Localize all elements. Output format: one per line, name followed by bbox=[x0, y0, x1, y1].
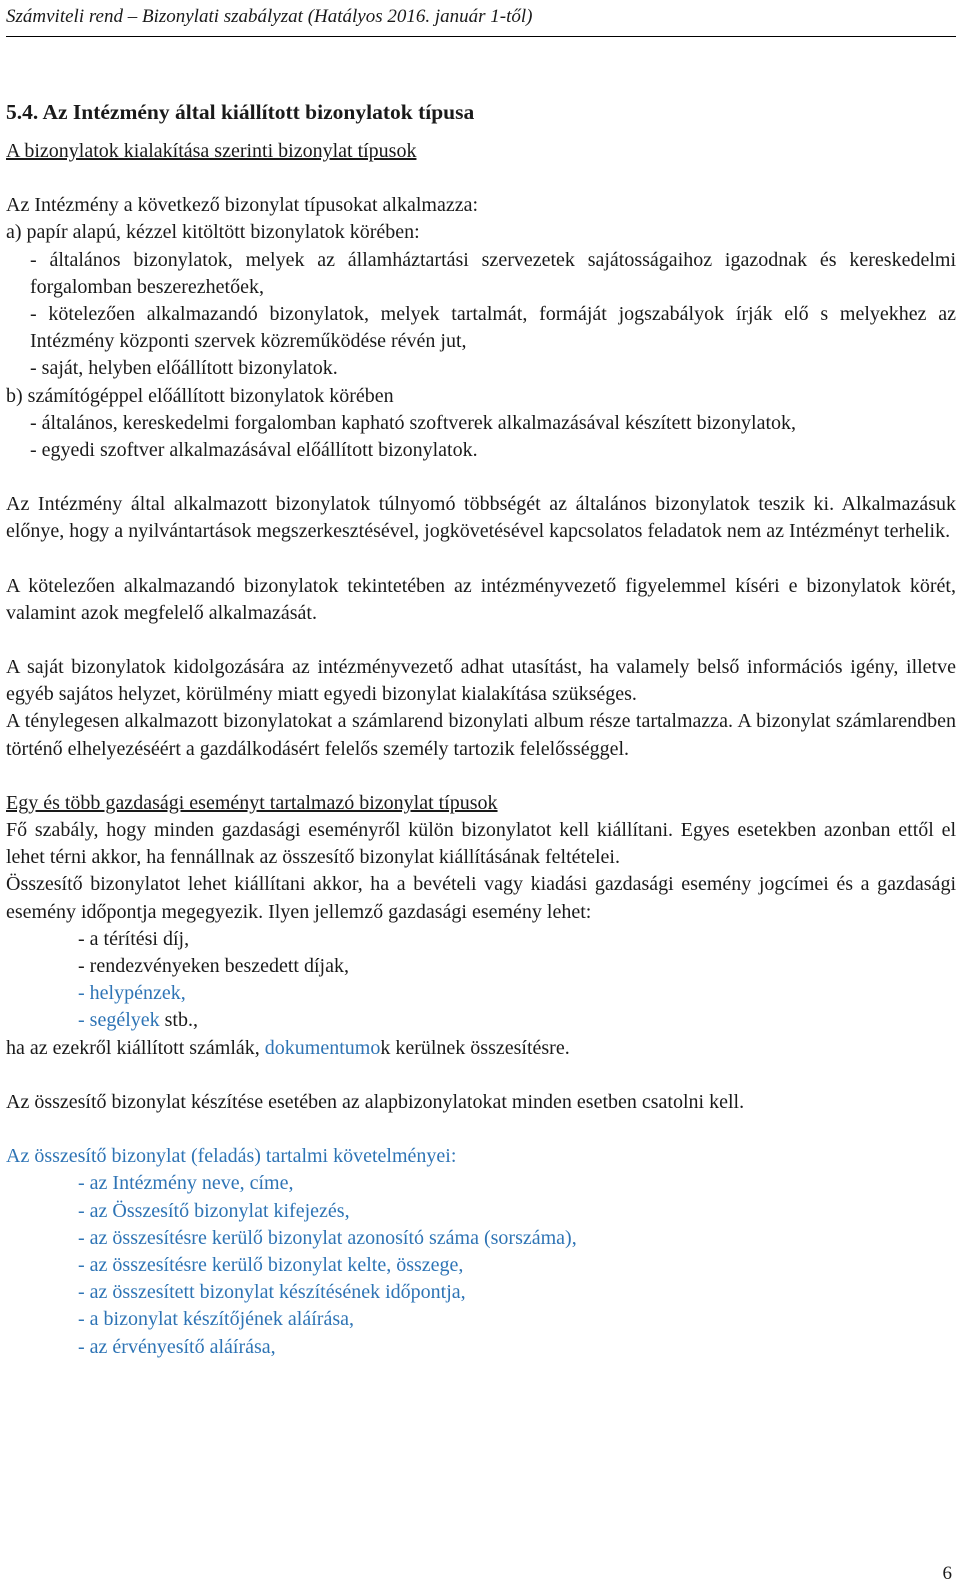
requirement-item: - az Összesítő bizonylat kifejezés, bbox=[78, 1199, 350, 1222]
event-item: - helypénzek, bbox=[78, 982, 186, 1005]
section-title: 5.4. Az Intézmény által kiállított bizonylatok típusa bbox=[6, 100, 475, 124]
paragraph: A saját bizonylatok kidolgozására az intézményvezető adhat utasítást, ha valamely belső információs igény, illetve egyéb sajátos helyzet, körülmény miatt egyedi bizonylat kialakítása szükséges. bbox=[6, 656, 956, 706]
requirement-item: - az összesített bizonylat készítésének időpontja, bbox=[78, 1281, 466, 1304]
requirement-item: - az összesítésre kerülő bizonylat kelte, összege, bbox=[78, 1253, 464, 1276]
list-a-item: - kötelezően alkalmazandó bizonylatok, melyek tartalmát, formáját jogszabályok írják elő s melyekhez az Intézmény központi szervek közreműködése révén jut, bbox=[30, 303, 956, 353]
event-item: - a térítési díj, bbox=[78, 927, 190, 950]
requirement-item: - az Intézmény neve, címe, bbox=[78, 1172, 294, 1195]
paragraph: A ténylegesen alkalmazott bizonylatokat a számlarend bizonylati album része tartalmazza. A bizonylat számlarendben történő elhelyezéséért a gazdálkodásért felelős személy tartozik felelősséggel. bbox=[6, 710, 956, 760]
event-item-stb: stb., bbox=[159, 1009, 198, 1032]
event-item-segelyek: - segélyek bbox=[78, 1009, 160, 1032]
event-item: - rendezvényeken beszedett díjak, bbox=[78, 955, 349, 978]
document-body bbox=[6, 98, 956, 1361]
paragraph: Az összesítő bizonylat készítése esetében az alapbizonylatokat minden esetben csatolni kell. bbox=[6, 1090, 745, 1113]
requirement-item: - az összesítésre kerülő bizonylat azonosító száma (sorszáma), bbox=[78, 1226, 577, 1249]
list-b-item: - egyedi szoftver alkalmazásával előállított bizonylatok. bbox=[30, 439, 478, 462]
list-b-heading: b) számítógéppel előállított bizonylatok körében bbox=[6, 384, 394, 407]
paragraph-part: ha az ezekről kiállított számlák, bbox=[6, 1036, 265, 1059]
subheading-egy-es-tobb: Egy és több gazdasági eseményt tartalmazó bizonylat típusok bbox=[6, 791, 498, 814]
requirements-title: Az összesítő bizonylat (feladás) tartalmi követelményei: bbox=[6, 1145, 457, 1168]
header-title: Számviteli rend – Bizonylati szabályzat (Hatályos 2016. január 1-től) bbox=[6, 6, 533, 27]
paragraph: Az Intézmény által alkalmazott bizonylatok túlnyomó többségét az általános bizonylatok teszik ki. Alkalmazásuk előnye, hogy a nyilvántartások megszerkesztésével, jogkövetésével kapcsolatos feladatok nem az Intézményt terhelik. bbox=[6, 493, 956, 543]
list-a-item: - általános bizonylatok, melyek az államháztartási szervezetek sajátosságaihoz igazodnak és kereskedelmi forgalomban beszerezhetőek, bbox=[30, 248, 956, 298]
list-b-item: - általános, kereskedelmi forgalomban kapható szoftverek alkalmazásával készített bizonylatok, bbox=[30, 411, 797, 434]
list-a-item: - saját, helyben előállított bizonylatok. bbox=[30, 357, 338, 380]
intro-text: Az Intézmény a következő bizonylat típusokat alkalmazza: bbox=[6, 194, 479, 217]
event-item bbox=[6, 1007, 956, 1034]
subheading-bizonylat-tipusok: A bizonylatok kialakítása szerinti bizonylat típusok bbox=[6, 140, 417, 162]
requirement-item: - a bizonylat készítőjének aláírása, bbox=[78, 1308, 354, 1331]
paragraph-part: k kerülnek összesítésre. bbox=[380, 1036, 570, 1059]
page-header bbox=[6, 2, 956, 37]
list-a-heading: a) papír alapú, kézzel kitöltött bizonylatok körében: bbox=[6, 221, 420, 244]
paragraph: Összesítő bizonylatot lehet kiállítani akkor, ha a bevételi vagy kiadási gazdasági esemény jogcímei és a gazdasági esemény időpontja megegyezik. Ilyen jellemző gazdasági esemény lehet: bbox=[6, 873, 956, 923]
paragraph: Fő szabály, hogy minden gazdasági eseményről külön bizonylatot kell kiállítani. Egyes esetekben azonban ettől el lehet térni akkor, ha fennállnak az összesítő bizonylat kiállításának feltételei. bbox=[6, 819, 956, 869]
paragraph-highlight: dokumentumo bbox=[264, 1036, 381, 1059]
paragraph: A kötelezően alkalmazandó bizonylatok tekintetében az intézményvezető figyelemmel kíséri e bizonylatok körét, valamint azok megfelelő alkalmazását. bbox=[6, 574, 956, 624]
paragraph bbox=[6, 1035, 956, 1062]
page-number: 6 bbox=[942, 1563, 952, 1584]
requirement-item: - az érvényesítő aláírása, bbox=[78, 1335, 276, 1358]
